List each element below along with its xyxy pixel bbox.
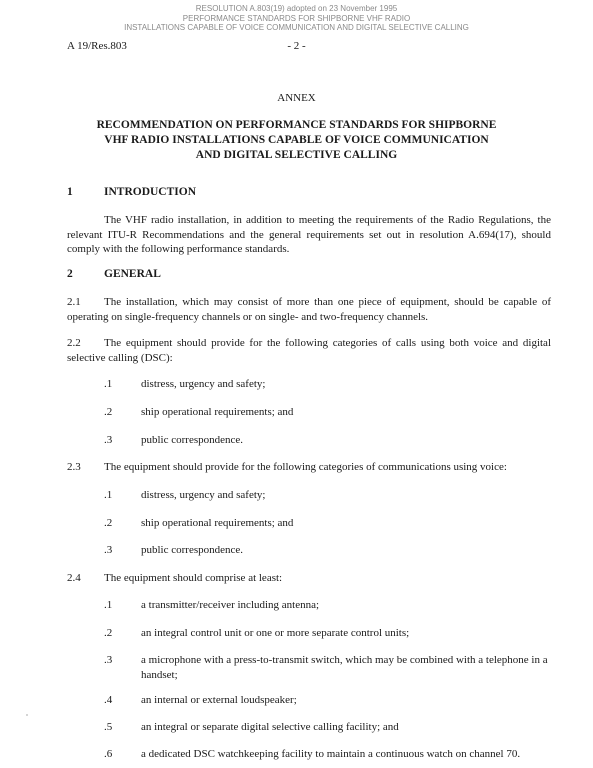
list-item-text: an integral or separate digital selective calling facility; and	[141, 721, 399, 733]
list-item-number: .2	[104, 406, 113, 418]
paragraph-2-4	[67, 571, 551, 586]
list-item-text: ship operational requirements; and	[141, 517, 294, 529]
section-title: GENERAL	[104, 268, 161, 280]
list-item-number: .1	[104, 599, 113, 611]
section-number: 2	[67, 268, 73, 280]
introduction-paragraph: The VHF radio installation, in addition to meeting the requirements of the Radio Regulations, the relevant ITU-R Recommendations and the general requirements set out in resolution A.694(17), should comply with the following performance standards.	[67, 214, 551, 255]
paragraph-text: The equipment should comprise at least:	[104, 572, 283, 584]
list-item-text: a microphone with a press-to-transmit switch, which may be combined with a telephone in a handset;	[141, 654, 548, 681]
paragraph-number: 2.3	[67, 461, 81, 473]
document-reference: A 19/Res.803	[67, 40, 127, 52]
list-item	[104, 598, 552, 613]
list-item-text: distress, urgency and safety;	[141, 378, 266, 390]
document-title	[60, 118, 533, 163]
list-item-number: .5	[104, 721, 113, 733]
list-item	[104, 377, 552, 392]
annex-heading: ANNEX	[277, 92, 316, 104]
paragraph-text: The installation, which may consist of more than one piece of equipment, should be capable of operating on single-frequency channels or on single- and two-frequency channels.	[67, 296, 551, 323]
list-item-text: public correspondence.	[141, 434, 244, 446]
section-heading-introduction	[67, 186, 196, 198]
list-item-number: .1	[104, 489, 113, 501]
list-item-number: .2	[104, 627, 113, 639]
paragraph-2-2	[67, 336, 551, 365]
paragraph-number: 2.2	[67, 337, 81, 349]
list-item	[104, 405, 552, 420]
list-item	[104, 543, 552, 558]
list-item-number: .6	[104, 748, 113, 760]
list-item-text: public correspondence.	[141, 544, 244, 556]
page-number: - 2 -	[287, 40, 306, 52]
watermark-line-2: PERFORMANCE STANDARDS FOR SHIPBORNE VHF RADIO	[182, 13, 411, 23]
paragraph-number: 2.1	[67, 296, 81, 308]
list-item	[104, 433, 552, 448]
paragraph-text: The equipment should provide for the following categories of calls using both voice and digital selective calling (DSC):	[67, 337, 551, 364]
list-item-text: a transmitter/receiver including antenna;	[141, 599, 320, 611]
list-item-text: ship operational requirements; and	[141, 406, 294, 418]
title-line-2: VHF RADIO INSTALLATIONS CAPABLE OF VOICE COMMUNICATION	[104, 134, 489, 146]
list-item	[104, 720, 552, 735]
list-item	[104, 516, 552, 531]
list-item-number: .3	[104, 544, 113, 556]
list-item	[104, 693, 552, 708]
paragraph-2-1	[67, 295, 551, 324]
list-item-number: .1	[104, 378, 113, 390]
section-title: INTRODUCTION	[104, 186, 197, 198]
list-item-number: .2	[104, 517, 113, 529]
watermark-line-1: RESOLUTION A.803(19) adopted on 23 November 1995	[195, 4, 398, 13]
list-item-text: an integral control unit or one or more separate control units;	[141, 627, 410, 639]
list-item	[104, 488, 552, 503]
title-line-3: AND DIGITAL SELECTIVE CALLING	[195, 149, 398, 161]
scan-speck	[26, 714, 28, 716]
paragraph-text: The equipment should provide for the following categories of communications using voice:	[104, 461, 507, 473]
list-item-text: an internal or external loudspeaker;	[141, 694, 297, 706]
title-line-1: RECOMMENDATION ON PERFORMANCE STANDARDS FOR SHIPBORNE	[96, 119, 497, 131]
paragraph-2-3	[67, 460, 551, 475]
list-item	[104, 747, 552, 762]
list-item-number: .4	[104, 694, 113, 706]
section-number: 1	[67, 186, 73, 198]
resolution-watermark	[0, 4, 593, 33]
list-item	[104, 626, 552, 641]
list-item	[104, 653, 552, 682]
paragraph-number: 2.4	[67, 572, 81, 584]
list-item-text: a dedicated DSC watchkeeping facility to maintain a continuous watch on channel 70.	[141, 748, 521, 760]
list-item-number: .3	[104, 434, 113, 446]
list-item-text: distress, urgency and safety;	[141, 489, 266, 501]
section-heading-general	[67, 268, 161, 280]
watermark-line-3: INSTALLATIONS CAPABLE OF VOICE COMMUNICATION AND DIGITAL SELECTIVE CALLING	[124, 23, 469, 32]
list-item-number: .3	[104, 654, 113, 666]
